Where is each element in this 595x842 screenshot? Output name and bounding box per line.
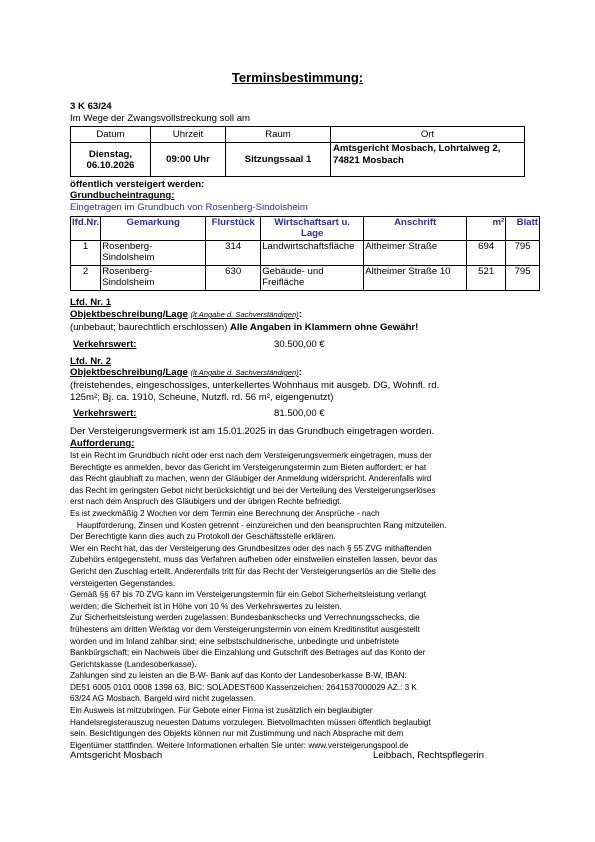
objekt-header-m2: m² [467,217,506,241]
objekt-cell: Altheimer Straße [364,241,467,266]
table-row [71,266,540,291]
termin-ort: Amtsgericht Mosbach, Lohrtalweg 2, 74821 Mosbach [331,143,525,177]
objekt-header-lfdnr: lfd.Nr. [71,217,101,241]
aufforderung-line: Zur Sicherheitsleistung werden zugelassen: Bundesbankschecks und Verrechnungsschecks, die [70,613,420,623]
aktenzeichen: 3 K 63/24 [70,101,112,112]
aufforderung-line: 63/24 AG Mosbach. Bargeld wird nicht zugelassen. [70,694,256,704]
objekt-header-anschrift: Anschrift [364,217,467,241]
lfd1-desc-plain: (unbebaut; baurechtlich erschlossen) [70,322,230,333]
objekt-header-flurstueck: Flurstück [206,217,261,241]
objekt-cell: 2 [71,266,101,291]
grundbuch-line: Eingetragen im Grundbuch von Rosenberg-Sindolsheim [70,202,308,213]
objekt-cell: Gebäude- und Freifläche [261,266,364,291]
page-title: Terminsbestimmung: [231,70,364,85]
objekt-cell: Rosenberg-Sindolsheim [101,241,206,266]
lfd1-verkehrswert-label: Verkehrswert: [73,339,137,350]
objekt-header-gemarkung: Gemarkung [101,217,206,241]
termin-uhrzeit: 09:00 Uhr [151,143,226,177]
aufforderung-line: worden und im Inland zahlbar sind; eine selbstschuldnerische, unbedingte und unbefristete [70,636,400,646]
lfd2-verkehrswert-label: Verkehrswert: [73,408,137,419]
aufforderung-line: werden; die Sicherheit ist in Höhe von 10 % des Verkehrswertes zu leisten. [70,601,342,611]
aufforderung-line: Zahlungen sind zu leisten an die B-W- Bank auf das Konto der Landesoberkasse B-W, IBAN: [70,671,407,681]
lfd1-obj-label: Objektbeschreibung/Lage [70,309,188,320]
versteigert-text: öffentlich versteigert werden: [70,179,205,190]
footer-court: Amtsgericht Mosbach [70,750,163,761]
intro-text: Im Wege der Zwangsvollstreckung soll am [70,113,251,124]
objekt-cell: Rosenberg-Sindolsheim [101,266,206,291]
objekt-header-wirtschaftsart: Wirtschaftsart u. Lage [261,217,364,241]
aufforderung-line: Bankbürgschaft; ein Nachweis über die Einzahlung und Gutschrift des Betrages auf das Konto der [70,648,426,658]
aufforderung-line: Ein Ausweis ist mitzubringen. Für Gebote einer Firma ist zusätzlich ein beglaubigter [70,706,373,716]
objekt-cell: 795 [506,266,540,291]
lfd2-heading: Lfd. Nr. 2 [70,356,112,367]
aufforderung-line: sein. Besichtigungen des Objekts können nur mit Zustimmung und nach Absprache mit dem [70,729,404,739]
table-row [71,241,540,266]
aufforderung-line: versteigerten Gegenstandes. [70,578,176,588]
objekt-cell: 314 [206,241,261,266]
objekt-table [70,216,540,291]
aufforderung-line: Ist ein Recht im Grundbuch nicht oder erst nach dem Versteigerungsvermerk eingetragen, muss der [70,451,432,460]
objekt-cell: 521 [467,266,506,291]
aufforderung-line: Es ist zweckmäßig 2 Wochen vor dem Termin eine Berechnung der Ansprüche - nach [70,508,380,518]
lfd2-desc-line2: 125m²; Bj. ca. 1910, Scheune, Nutzfl. rd. 56 m², eigengenutzt) [70,392,334,403]
lfd1-objekt-line: Objektbeschreibung/Lage (lt Angabe d. Sachverständigen): [70,309,302,320]
termin-table [70,126,525,177]
objekt-header-blatt: Blatt [506,217,540,241]
objekt-cell: 630 [206,266,261,291]
aufforderung-line: Der Berechtigte kann dies auch zu Protokoll der Geschäftsstelle erklären. [70,532,336,542]
lfd2-obj-label: Objektbeschreibung/Lage [70,367,188,378]
aufforderung-line: Handelsregisterauszug neuesten Datums vorzulegen. Bietvollmachten müssen öffentlich beglaubigt [70,717,431,727]
termin-header-ort: Ort [331,127,525,143]
aufforderung-body [70,450,446,751]
termin-raum: Sitzungssaal 1 [226,143,331,177]
aufforderung-line: DE51 6005 0101 0008 1398 63, BIC: SOLADEST600 Kassenzeichen: 2641537000029 AZ.: 3 K [70,682,417,692]
vermerk-text: Der Versteigerungsvermerk ist am 15.01.2025 in das Grundbuch eingetragen worden. [70,426,435,437]
lfd1-desc-bold: Alle Angaben in Klammern ohne Gewähr! [230,322,419,333]
aufforderung-line: Gericht den Zuschlag erteilt. Anderenfalls tritt für das Recht der Versteigerungserlös an die Stelle des [70,566,436,576]
grundbuch-heading: Grundbucheintragung: [70,190,175,201]
aufforderung-line: Hauptforderung, Zinsen und Kosten getrennt - einzureichen und den beanspruchten Rang mitzuteilen. [70,520,447,530]
objekt-cell: 795 [506,241,540,266]
termin-datum: Dienstag, 06.10.2026 [71,143,151,177]
aufforderung-line: das Recht im geringsten Gebot nicht berücksichtigt und bei der Verteilung des Versteigerungserlöses [70,485,436,495]
lfd1-obj-note: (lt Angabe d. Sachverständigen) [190,310,299,319]
aufforderung-line: Gemäß §§ 67 bis 70 ZVG kann im Versteigerungstermin für ein Gebot Sicherheitsleistung verlangt [70,590,426,600]
lfd2-objekt-line: Objektbeschreibung/Lage (lt Angabe d. Sachverständigen): [70,367,302,378]
lfd2-obj-note: (lt Angabe d. Sachverständigen) [190,368,299,377]
termin-header-raum: Raum [226,127,331,143]
termin-header-datum: Datum [71,127,151,143]
lfd1-verkehrswert: 30.500,00 € [274,339,325,350]
footer-signature: Leibbach, Rechtspflegerin [373,750,484,761]
aufforderung-line: frühestens am dritten Werktag vor dem Versteigerungstermin von einem Kreditinstitut ausgestellt [70,624,420,634]
aufforderung-line: Eigentümer stattfinden. Weitere Informationen erhalten Sie unter: www.versteigerungspool.de [70,740,409,750]
aufforderung-line: Zubehörs entgegensteht, muss das Verfahren aufheben oder einstweilen einstellen lassen, bevor das [70,555,438,565]
objekt-cell: Altheimer Straße 10 [364,266,467,291]
lfd1-description [70,322,418,333]
aufforderung-line: das Recht glaubhaft zu machen, wenn der Gläubiger der Anmeldung widerspricht. Anderenfalls wird [70,474,432,484]
termin-header-uhrzeit: Uhrzeit [151,127,226,143]
aufforderung-line: Berechtigte es anmelden, bevor das Gericht im Versteigerungstermin zum Bieten auffordert; er hat [70,462,427,472]
objekt-cell: Landwirtschaftsfläche [261,241,364,266]
aufforderung-line: Gerichtskasse (Landesoberkasse). [70,659,197,669]
aufforderung-line: Wer ein Recht hat, das der Versteigerung des Grundbesitzes oder des nach § 55 ZVG mithaftenden [70,543,432,553]
objekt-cell: 1 [71,241,101,266]
aufforderung-line: erst nach dem Anspruch des Gläubigers und der übrigen Rechte befriedigt. [70,497,342,507]
lfd2-desc-line1: (freistehendes, eingeschossiges, unterkellertes Wohnhaus mit ausgeb. DG, Wohnfl. rd. [70,380,440,391]
lfd2-verkehrswert: 81.500,00 € [274,408,325,419]
aufforderung-heading: Aufforderung: [70,438,135,449]
objekt-cell: 694 [467,241,506,266]
lfd1-heading: Lfd. Nr. 1 [70,297,112,308]
